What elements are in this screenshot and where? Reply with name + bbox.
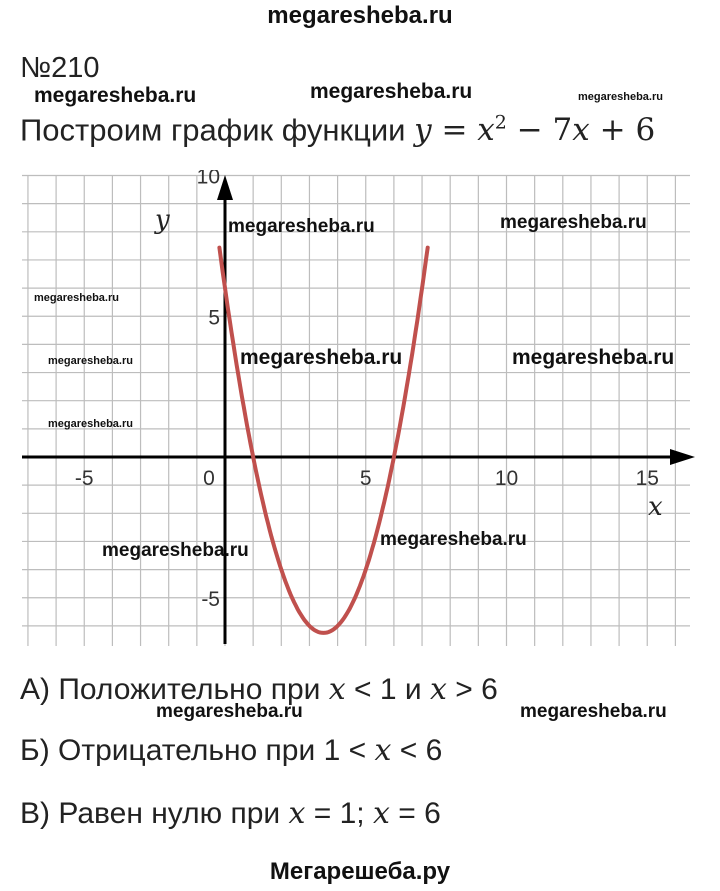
answer-b-x1: x: [374, 733, 392, 768]
x-tick-label: 15: [635, 467, 659, 490]
parabola-curve: [219, 248, 427, 633]
watermark: megaresheba.ru: [240, 346, 403, 369]
y-tick-label: -5: [201, 587, 220, 611]
site-footer: Мегарешеба.ру: [269, 858, 451, 885]
y-tick-label: 5: [208, 306, 220, 330]
answer-c-c2: = 6: [389, 797, 441, 830]
answer-c-c1: = 1;: [305, 797, 373, 830]
watermark: megaresheba.ru: [578, 91, 663, 103]
grid: [22, 175, 690, 646]
watermark: megaresheba.ru: [34, 84, 197, 107]
answer-a-x1: x: [328, 672, 346, 707]
task-number: №210: [20, 52, 100, 84]
func-x: x: [477, 112, 495, 149]
watermark: megaresheba.ru: [48, 355, 133, 367]
site-header: megaresheba.ru: [267, 2, 453, 29]
axes: [22, 175, 695, 644]
answer-c-x1: x: [288, 796, 306, 831]
x-axis-arrow: [670, 449, 695, 465]
func-exp: 2: [494, 112, 507, 134]
answer-c-x2: x: [372, 796, 390, 831]
func-op: − 7: [506, 112, 573, 149]
task-statement: [20, 112, 655, 148]
x-tick-label: 0: [203, 467, 215, 490]
answer-a-c2: > 6: [446, 673, 498, 706]
answer-b-c1: < 6: [391, 734, 443, 767]
x-tick-label: 10: [494, 467, 519, 490]
x-tick-label: 5: [359, 467, 372, 490]
x-tick-label: -5: [74, 467, 94, 490]
answer-b-prefix: Б) Отрицательно при 1 <: [20, 734, 375, 767]
watermark: megaresheba.ru: [48, 418, 133, 430]
answer-a-x2: x: [430, 672, 447, 707]
answer-c: [20, 796, 441, 831]
watermark: megaresheba.ru: [102, 540, 249, 561]
answer-a-prefix: А) Положительно при: [20, 673, 329, 706]
y-tick-label: 10: [196, 170, 220, 189]
watermark: megaresheba.ru: [34, 292, 119, 304]
x-axis-label: x: [648, 492, 663, 522]
watermark: megaresheba.ru: [228, 216, 375, 237]
task-intro: Построим график функции: [20, 112, 406, 148]
y-axis-label: y: [155, 205, 170, 235]
watermark: megaresheba.ru: [500, 212, 647, 233]
watermark: megaresheba.ru: [520, 701, 667, 722]
func-x2: x: [572, 112, 590, 149]
watermark: megaresheba.ru: [512, 346, 675, 369]
watermark: megaresheba.ru: [380, 529, 527, 550]
function-graph: [0, 170, 720, 650]
watermark: megaresheba.ru: [310, 80, 473, 103]
answer-b: [20, 733, 442, 768]
answer-c-prefix: В) Равен нулю при: [20, 797, 289, 830]
answer-a-c1: < 1 и: [345, 673, 431, 706]
func-tail: + 6: [589, 112, 656, 149]
func-y: y: [414, 112, 432, 149]
function-formula: [414, 112, 655, 148]
watermark: megaresheba.ru: [156, 701, 303, 722]
func-eq: =: [431, 112, 478, 149]
